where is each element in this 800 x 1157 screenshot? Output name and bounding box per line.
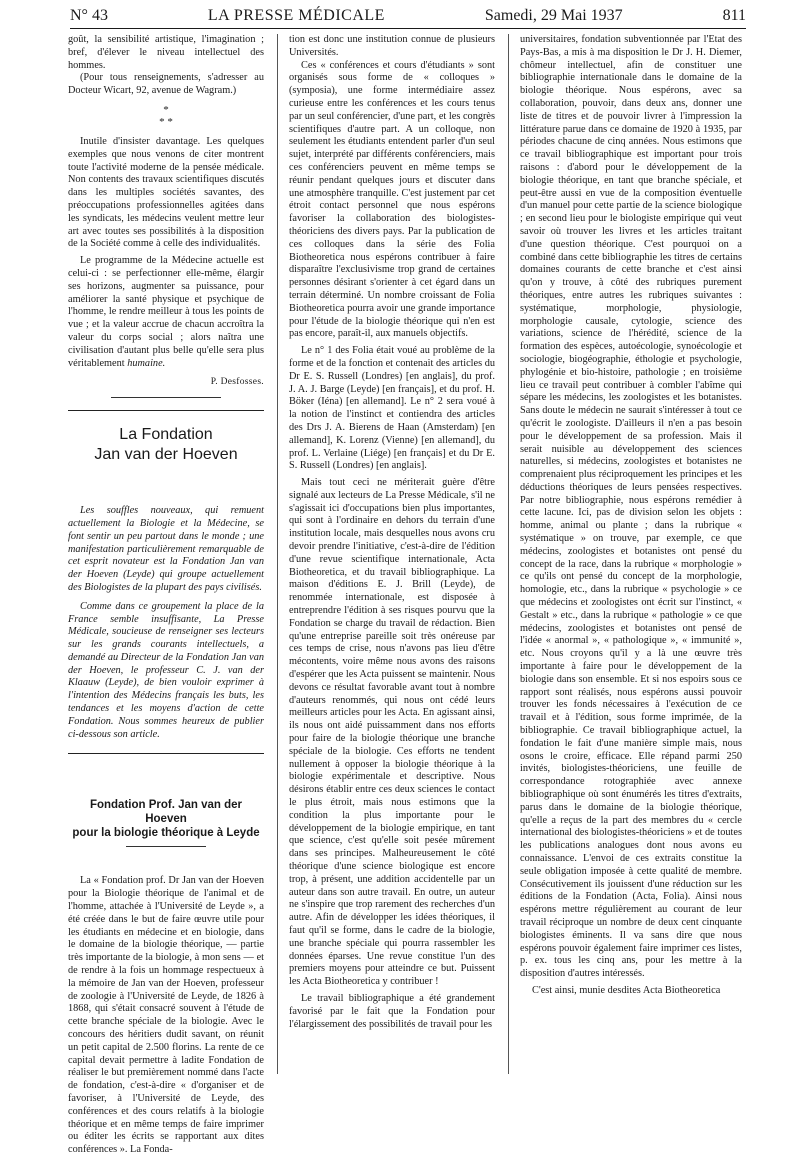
section-separator: * * * <box>159 103 173 128</box>
divider <box>111 397 221 398</box>
paragraph: (Pour tous renseignements, s'adresser au Docteur Wicart, 92, avenue de Wagram.) <box>68 72 264 97</box>
emphasis-text: humaine. <box>127 357 166 369</box>
article-subheading <box>68 798 264 847</box>
page-header <box>70 4 746 29</box>
column-divider <box>508 34 509 1074</box>
editorial-intro <box>68 505 264 741</box>
paragraph: Le n° 1 des Folia était voué au problème de la forme et de la fonction et contenait des articles du Dr E. S. Russell (Londres) [en anglais], du prof. J. A. J. Barge (Leyde) [en français], et du prof. H. Böker (Iéna) [en allemand]. Le n° 2 sera voué à la notion de l'instinct et contiendra des articles des Drs J. A. Bierens de Haan (Amsterdam) [en allemand], K. Lorenz (Vienne) [en allemand], du prof. L. Verlaine (Liége) [en français] et du Dr E. S. Russell (Londres) [en anglais]. <box>289 345 495 472</box>
subheading-text: Fondation Prof. Jan van der Hoeven pour la biologie théorique à Leyde <box>72 799 260 840</box>
paragraph: goût, la sensibilité artistique, l'imagination ; bref, d'élever le niveau intellectuel des hommes. <box>68 34 264 71</box>
intro-paragraph: Les souffles nouveaux, qui remuent actuellement la Biologie et la Médecine, se font sentir un peu partout dans le monde ; une manifestation particulièrement remarquable de cet esprit novateur est la Fondation Jan van der Hoeven (Leyde) qui groupe actuellement des Biologistes de la plupart des pays civilisés. <box>68 505 264 593</box>
column-divider <box>277 34 278 1074</box>
issue-number: N° 43 <box>70 7 108 24</box>
article-heading: La Fondation Jan van der Hoeven <box>94 426 238 464</box>
journal-title: LA PRESSE MÉDICALE <box>207 7 385 24</box>
article-intro-box <box>68 410 264 754</box>
paragraph: tion est donc une institution connue de plusieurs Universités. <box>289 34 495 58</box>
paragraph <box>68 255 264 370</box>
paragraph: Ces « conférences et cours d'étudiants » sont organisés sous forme de « colloques » (symposia), une forme intermédiaire assez curieuse entre les conférences et les cours tenus par un seul conférencier, d'une part, et les congrès scientifiques d'autre part. A un colloque, non seulement les étudiants entendent parler d'un seul sujet, interprété par différents conférenciers, mais ces conférenciers peuvent en même temps se réunir pendant quelques jours et discuter dans une atmosphère tranquille. C'est justement par cet étroit contact personnel que nous espérons favoriser la collaboration des biologistes-théoriciens des divers pays. Par la publication de ces colloques dans la série des Folia Biotheoretica nous espérons contribuer à faire disparaître l'exclusivisme trop grand de certaines personnes désirant s'orienter à cet égard dans un terrain déterminé. Un nombre croissant de Folia Biotheoretica pourra avoir une grande importance pour l'étude de la biologie théorique qui n'en est pas encore, paraît-il, aux manuels objectifs. <box>289 59 495 340</box>
intro-paragraph: Comme dans ce groupement la place de la France semble insuffisante, La Presse Médicale, soucieuse de renseigner ses lecteurs sur les grands courants intellectuels, a demandé au Directeur de la Fondation Jan van der Hoeven, le professeur C. J. van der Klaauw (Leyde), de bien vouloir exprimer à l'intention des Médecins français les buts, les tendances et les moyens d'action de cette Fondation. Nous sommes heureux de publier ci-dessous son article. <box>68 600 264 740</box>
paragraph: C'est ainsi, munie desdites Acta Biotheoretica <box>532 984 721 996</box>
paragraph: Le travail bibliographique a été grandement favorisé par le fait que la Fondation pour l'élargissement des possibilités de travail pour les <box>289 992 495 1030</box>
column-3 <box>520 34 742 998</box>
paragraph: universitaires, fondation subventionnée par l'Etat des Pays-Bas, a mis à ma disposition le Dr J. H. Diemer, chômeur intellectuel, afin de constituer une bibliographie internationale dans le domaine de la biologie théorique. Nous espérons, avec sa collaboration, pouvoir, dans deux ans, donner une liste de titres et de pouvoir livrer à l'impression la littérature parue dans ce domaine de 1920 à 1935, par périodes chacune de cinq années. Nous estimons que ce travail bibliographique est important pour trois raisons : d'abord pour le développement de la biologie théorique, en tant que branche spéciale, et peut-être aussi en vue de la composition éventuelle d'un manuel pour cette partie de la science biologique ; en second lieu pour le biologiste empirique qui veut savoir où trouver les livres et les articles traitant d'une question théorique. C'est pourquoi on a combiné dans cette bibliographie les titres de certains domaines courants de cette branche et c'est ainsi qu'on y trouve, à côté des rubriques purement théoriques, entre autres les rubriques suivantes : systématique, morphologie, physiologie, morphologie causale, cytologie, science des variations, science de l'hérédité, science de la formation des espèces, autoécologie, synoécologie et sociologie, biogéographie, éthologie et psychologie, phylogénie et bio-histoire, pathologie ; en troisième lieu ce travail peut contribuer à combler l'abîme qui sépare les médecins, les zoologistes et les botanistes. Sans doute le médecin ne saurait s'intéresser à tout ce qu'écrit le zoologiste. D'ailleurs il n'en a pas besoin pour le développement de sa profession. Mais il serait nuisible au développement des sciences naturelles, si médecins, zoologistes et botanistes ne comprenaient plus réciproquement les principes et les déductions théoriques de leurs pensées respectives. Par notre bibliographie, nous espérons remédier à cette lacune. Ici, pas de division selon les objets : homme, animal ou plante ; dans la rubrique « systématique » on trouve, par exemple, ce que médecins, zoologistes et botanistes ont pensé du concept de la race, dans la rubrique « morphologie » ce qu'ils ont pensé du concept de la morphologie, homologie, etc., dans la rubrique « psychologie » ce que médecins et zoologistes ont écrit sur l'instinct, « Gestalt » etc., dans la rubrique « pathologie » ce que médecins, zoologistes et botanistes ont pensé de l'idée « anormal », « pathologique », « immunité », etc. Nous croyons qu'il y a là une œuvre très importante à faire pour le développement de la biologie dans son ensemble. Et si nos espoirs sous ce rapport sont réalisés, nous espérons aussi pouvoir trouver les fonds nécessaires à l'exécution de ce travail et à l'édition, sous forme imprimée, de la bibliographie. Ce travail bibliographique actuel, la fondation le fait d'une manière simple mais, nous osons le croire, efficace. Elle répand parmi 250 invités, biologistes-théoriciens, une feuille de correspondance rotographiée avec annexe bibliographique où sont énumérés les titres d'extraits, parus dans le domaine de la biologie théorique, qu'elle a reçus de la part des membres du « cercle international des biologistes-théoriciens » et de toutes les publications analogues dont nous avons eu connaissance. L'envoi de ces extraits constitue la seule obligation imposée à cette qualité de membre. Consécutivement ils jouissent d'une réduction sur les éditions de la Fondation (Acta, Folia). Ainsi nous espérons mettre régulièrement au courant de leur travail réciproque un nombre de deux cent cinquante biologistes éminents. Il va sans dire que nous espérons pouvoir également faire imprimer ces listes, p. ex. tous les cinq ans, pour les mettre à la disposition d'autres intéressés. <box>520 34 742 980</box>
column-1 <box>68 34 264 1157</box>
divider <box>126 846 206 847</box>
issue-date: Samedi, 29 Mai 1937 <box>484 7 623 24</box>
paragraph: La « Fondation prof. Dr Jan van der Hoeven pour la Biologie théorique de l'animal et de l'homme, attachée à l'Université de Leyde », a été créée dans le but de faire œuvre utile pour les étudiants en médecine et en biologie, dans le domaine de la biologie théorique, — partie très importante de la biologie, à mon sens — et de rendre à la fois un hommage respectueux à la mémoire de Jan van der Hoeven, professeur de zoologie à l'Université de Leyde, de 1826 à 1868, qui s'était consacré souvent à l'étude de cette branche spéciale de la biologie. Avec le concours des héritiers dudit savant, on réunit un petit capital de 2.500 florins. La rente de ce capital devait permettre à ladite Fondation de réaliser le but premièrement nommé dans l'acte de fondation, c'est-à-dire « d'organiser et de favoriser, à l'Université de Leyde, des conférences et des cours relatifs à la biologie théorique et en même temps de faire imprimer ou éditer les écrits se rapportant aux dites conférences ». La Fonda- <box>68 875 264 1156</box>
column-2 <box>289 34 495 1031</box>
paragraph: Inutile d'insister davantage. Les quelques exemples que nous venons de citer montrent toute l'activité moderne de la pensée médicale. Non contents des travaux scientifiques discutés dans les multiples sociétés savantes, des préoccupations professionnelles agitées dans les syndicats, les médecins veulent mettre leur art avec toutes ses possibilités à la disposition de la Société comme à celle des individualités. <box>68 135 264 250</box>
paragraph: Mais tout ceci ne mériterait guère d'être signalé aux lecteurs de La Presse Médicale, s'il ne s'agissait ici d'occupations bien plus importantes, qui sont à l'ordinaire en dehors du terrain d'une institution locale, mais desquelles nous avons cru devoir prendre l'initiative, c'est-à-dire de l'édition d'une revue scientifique internationale, Acta Biotheoretica, et du travail bibliographique. La maison d'éditions E. J. Brill (Leyde), de renommée internationale, est disposée à entreprendre l'édition à ses risques pourvu que la Fondation se charge du travail de rédaction. Bien qu'une entreprise pareille soit très onéreuse par ces temps de crise, nous n'avons pas lieu d'être mécontents, voire même nous avons des raisons d'espérer que les Acta puissent se maintenir. Nous devons ce résultat favorable avant tout à nombre d'auteurs renommés, qui nous ont cédé leurs meilleurs articles pour les Acta. En agissant ainsi, ils nous ont aidé puissamment dans nos efforts pour faire de la biologie théorique une branche spéciale de la biologie. Ces efforts ne tendent nullement à opposer la biologie théorique à la biologie expérimentale et descriptive. Nous désirons établir entre ces deux sciences le contact le plus étroit, mais nous estimons que la condition la plus importante pour le développement de la biologie empirique, en tant que science, c'est qu'elle soit pesée mûrement dans ses principes. Malheureusement le côté théorique d'une science biologique est encore trop, à présent, une addition accidentelle par un auteur dans son autre travail. En outre, un auteur ne s'inspire que trop rarement des recherches d'un autre. Afin de développer les idées théoriques, il faut qu'il se forme, dans le cadre de la biologie, une branche spéciale qui pourra rassembler les données éparses. Une revue constitue l'un des premiers moyens pour atteindre ce but. Puissent les Acta Biotheoretica y contribuer ! <box>289 477 495 988</box>
author-signature: P. Desfosses. <box>210 377 264 388</box>
paragraph-text: Le programme de la Médecine actuelle est celui-ci : se perfectionner elle-même, élargir ses horizons, augmenter sa puissance, pour améliorer la santé physique et psychique de l'homme, le rendre meilleur à tous les points de vue ; et la valeur accrue de chacun accroîtra la valeur du corps social ; alors naîtra une civilisation d'autant plus belle qu'elle sera plus véritablement <box>68 255 264 369</box>
page-number: 811 <box>722 7 746 24</box>
